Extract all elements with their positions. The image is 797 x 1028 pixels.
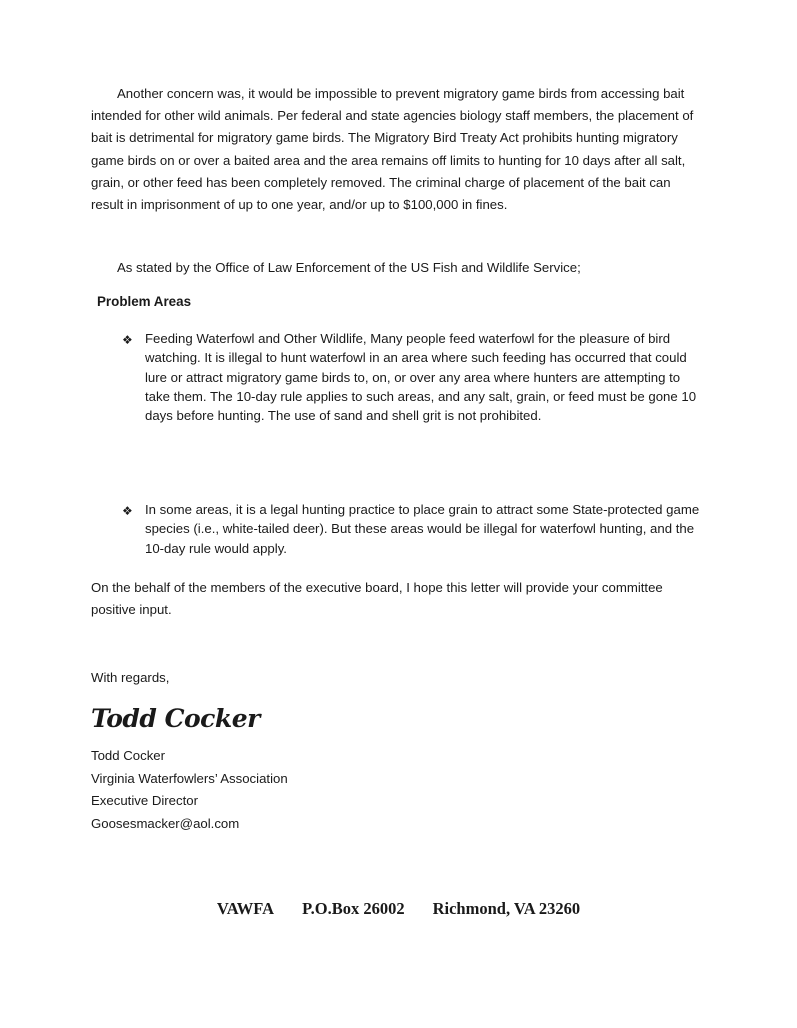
footer-address: Richmond, VA 23260 xyxy=(432,899,581,918)
diamond-bullet-icon: ❖ xyxy=(122,504,133,518)
signer-title: Executive Director xyxy=(91,793,199,808)
signature-block xyxy=(91,745,288,835)
section-heading: Problem Areas xyxy=(97,294,192,309)
body-paragraph-bait-concern: Another concern was, it would be impossible to prevent migratory game birds from accessing bait intended for other wild animals. Per federal and state agencies biology staff members, the placement of bait is detrimental for migratory game birds. The Migratory Bird Treaty Act prohibits hunting migratory game birds on or over a baited area and the area remains off limits to hunting for 10 days after all salt, grain, or other feed has been completely removed. The criminal charge of placement of the bait can result in imprisonment of up to one year, and/or up to $100,000 in fines. xyxy=(91,86,694,213)
handwritten-signature: Todd Cocker xyxy=(91,704,260,733)
footer-po-box: P.O.Box 26002 xyxy=(302,899,405,918)
closing-salutation: With regards, xyxy=(91,670,170,685)
body-paragraph-law-enforcement: As stated by the Office of Law Enforcement of the US Fish and Wildlife Service; xyxy=(117,260,581,275)
signer-name: Todd Cocker xyxy=(91,748,166,763)
diamond-bullet-icon: ❖ xyxy=(122,333,133,347)
bullet-text: In some areas, it is a legal hunting practice to place grain to attract some State-protected game species (i.e., white-tailed deer). But these areas would be illegal for waterfowl hunting, and the 10-day rule would apply. xyxy=(145,502,700,556)
letter-footer xyxy=(0,899,797,919)
body-paragraph-closing: On the behalf of the members of the executive board, I hope this letter will provide your committee positive input. xyxy=(91,580,663,617)
bullet-item xyxy=(122,500,707,558)
bullet-item xyxy=(122,329,707,425)
footer-org-abbrev: VAWFA xyxy=(216,899,275,918)
signer-email: Goosesmacker@aol.com xyxy=(91,815,240,831)
signer-organization: Virginia Waterfowlers’ Association xyxy=(91,770,288,786)
bullet-text: Feeding Waterfowl and Other Wildlife, Many people feed waterfowl for the pleasure of bird watching. It is illegal to hunt waterfowl in an area where such feeding has occurred that could lure or attract migratory game birds to, on, or over any area where hunters are attempting to take them. The 10-day rule applies to such areas, and any salt, grain, or feed must be gone 10 days before hunting. The use of sand and shell grit is not prohibited. xyxy=(145,331,697,424)
